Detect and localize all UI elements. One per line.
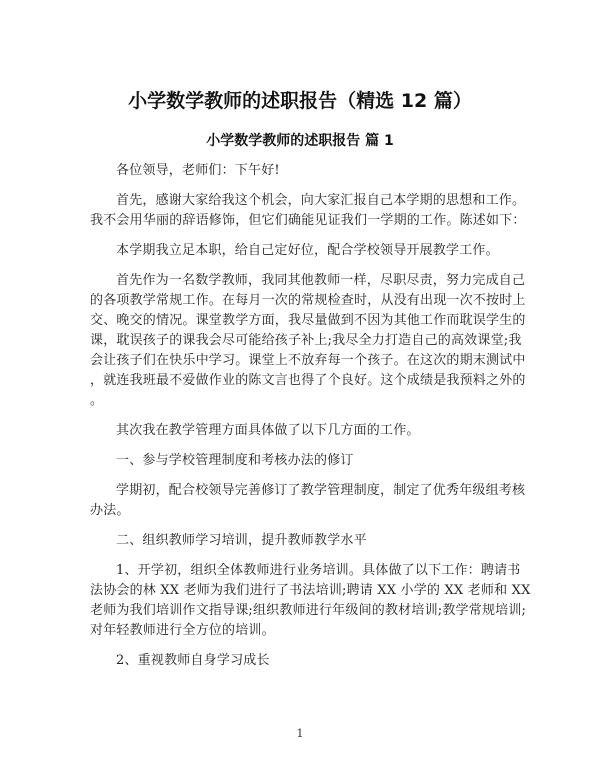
paragraph (90, 421, 515, 441)
paragraph-line: 2、重视教师自身学习成长 (116, 653, 270, 668)
paragraph (90, 191, 526, 231)
paragraph-line: 的各项教学常规工作。在每月一次的常规检查时，从没有出现一次不按时上 (90, 293, 526, 308)
paragraph-line: 学期初，配合校领导完善修订了教学管理制度，制定了优秀年级组考核 (116, 483, 526, 498)
paragraph-line: 法协会的林 XX 老师为我们进行了书法培训;聘请 XX 小学的 XX 老师和 XX (90, 583, 531, 598)
paragraph-line: 交、晚交的情况。课堂教学方面，我尽量做到不因为其他工作而耽误学生的 (90, 313, 526, 328)
paragraph (90, 241, 515, 261)
paragraph-line: 首先作为一名数学教师，我同其他教师一样，尽职尽责，努力完成自己 (116, 273, 526, 288)
paragraph-line: 对年轻教师进行全方位的培训。 (90, 623, 275, 638)
paragraph-line: 各位领导，老师们：下午好! (116, 163, 280, 178)
paragraph (90, 451, 515, 471)
paragraph-line: 二、组织教师学习培训，提升教师教学水平 (116, 533, 367, 548)
paragraph (90, 271, 526, 411)
paragraph-line: 。 (90, 393, 104, 408)
paragraph-line: 老师为我们培训作文指导课;组织教师进行年级间的教材培训;教学常规培训; (90, 603, 527, 618)
paragraph-line: 首先，感谢大家给我这个机会，向大家汇报自己本学期的思想和工作。 (116, 193, 526, 208)
paragraph-line: 其次我在教学管理方面具体做了以下几方面的工作。 (116, 423, 420, 438)
paragraph (90, 651, 515, 671)
section-heading: 小学数学教师的述职报告 篇 1 (206, 133, 394, 149)
paragraph-line: 1、开学初，组织全体教师进行业务培训。具体做了以下工作：聘请书 (116, 563, 521, 578)
paragraph-line: ，就连我班最不爱做作业的陈文言也得了个良好。这个成绩是我预料之外的 (90, 373, 526, 388)
document-body (90, 161, 531, 681)
paragraph (90, 161, 515, 181)
paragraph-line: 办法。 (90, 503, 130, 518)
paragraph (90, 481, 526, 521)
paragraph-line: 课，耽误孩子的课我会尽可能给孩子补上;我尽全力打造自己的高效课堂;我 (90, 333, 522, 348)
document-title: 小学数学教师的述职报告（精选 12 篇） (128, 90, 472, 112)
paragraph-line: 一、参与学校管理制度和考核办法的修订 (116, 453, 354, 468)
paragraph-line: 会让孩子们在快乐中学习。课堂上不放弃每一个孩子。在这次的期末测试中 (90, 353, 526, 368)
paragraph (90, 561, 531, 641)
paragraph-line: 我不会用华丽的辞语修饰，但它们确能见证我们一学期的工作。陈述如下： (90, 213, 526, 228)
paragraph (90, 531, 515, 551)
page-number: 1 (296, 727, 304, 740)
paragraph-line: 本学期我立足本职，给自己定好位，配合学校领导开展教学工作。 (116, 243, 499, 258)
